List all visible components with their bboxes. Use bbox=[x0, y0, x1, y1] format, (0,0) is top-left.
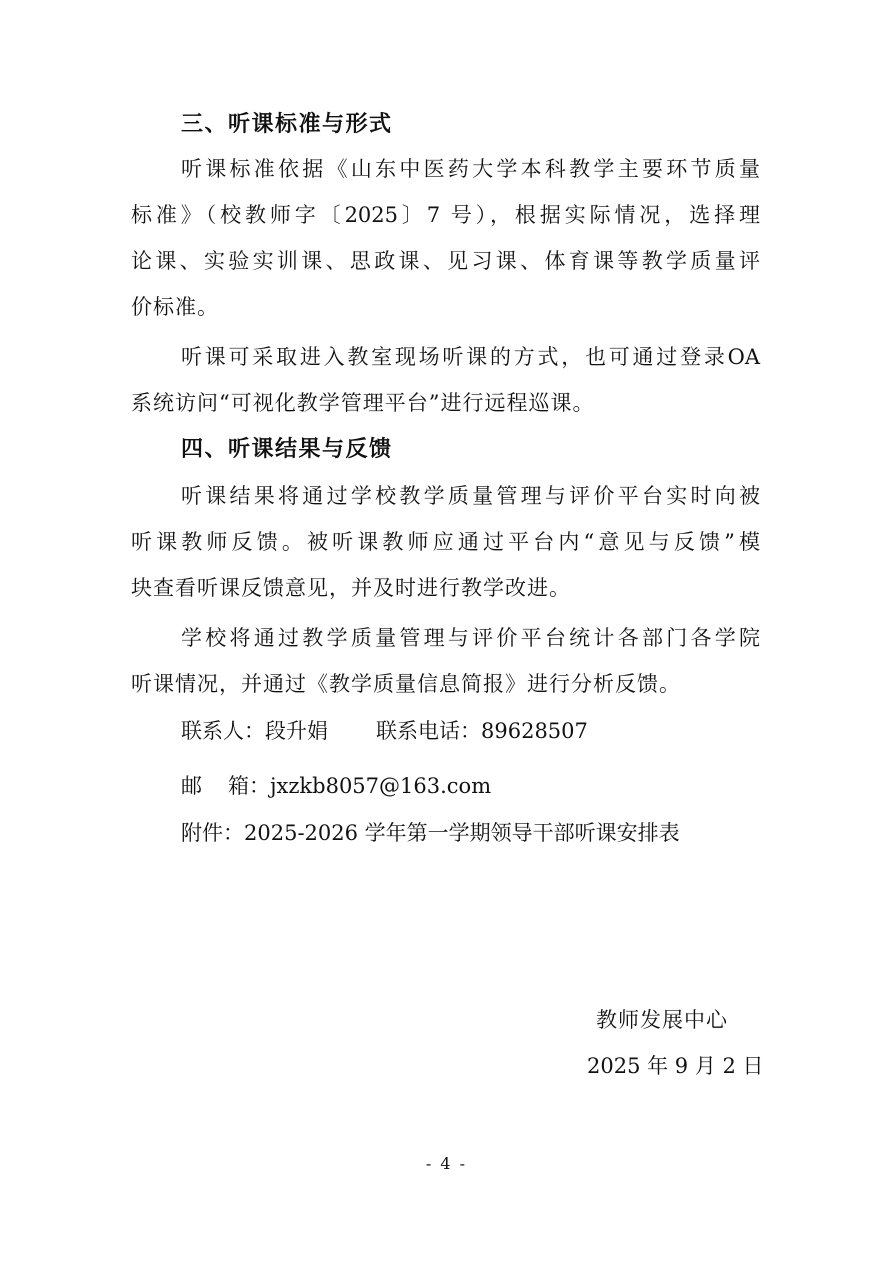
paragraph-line: 学校将通过教学质量管理与评价平台统计各部门各学院 bbox=[181, 626, 760, 650]
email-label-first: 邮 bbox=[181, 774, 202, 798]
contact-person-label: 联系人： bbox=[181, 719, 265, 743]
contact-person-name: 段升娟 bbox=[265, 719, 328, 743]
attachment-line bbox=[181, 818, 680, 848]
paragraph-line: 价标准。 bbox=[131, 295, 219, 319]
section-heading-4: 四、听课结果与反馈 bbox=[181, 437, 393, 462]
paragraph-line: 听课情况，并通过《教学质量信息简报》进行分析反馈。 bbox=[131, 672, 681, 696]
contact-phone: 89628507 bbox=[481, 719, 588, 743]
paragraph-line: 块查看听课反馈意见，并及时进行教学改进。 bbox=[131, 576, 571, 600]
signature-date: 2025 年 9 月 2 日 bbox=[587, 1054, 764, 1078]
paragraph-line: 听课可采取进入教室现场听课的方式，也可通过登录OA bbox=[181, 345, 760, 369]
paragraph-line: 听课标准依据《山东中医药大学本科教学主要环节质量 bbox=[181, 157, 760, 181]
section-heading-3: 三、听课标准与形式 bbox=[181, 112, 393, 137]
attachment-label: 附件： bbox=[181, 821, 244, 845]
contact-phone-label: 联系电话： bbox=[376, 719, 481, 743]
paragraph-line: 标准》（校教师字〔2025〕7 号），根据实际情况，选择理 bbox=[131, 203, 760, 227]
email-label-second: 箱： bbox=[228, 774, 270, 798]
paragraph-line: 论课、实验实训课、思政课、见习课、体育课等教学质量评 bbox=[131, 249, 760, 273]
paragraph-line: 听课教师反馈。被听课教师应通过平台内“意见与反馈”模 bbox=[131, 530, 760, 554]
paragraph-line: 系统访问“可视化教学管理平台”进行远程巡课。 bbox=[131, 391, 595, 415]
email-address: jxzkb8057@163.com bbox=[270, 774, 492, 798]
signature-org: 教师发展中心 bbox=[596, 1008, 728, 1032]
contact-line bbox=[181, 716, 588, 746]
email-line bbox=[181, 771, 491, 801]
page-number: - 4 - bbox=[425, 1154, 468, 1173]
paragraph-line: 听课结果将通过学校教学质量管理与评价平台实时向被 bbox=[181, 484, 760, 508]
attachment-title: 2025-2026 学年第一学期领导干部听课安排表 bbox=[244, 821, 680, 845]
